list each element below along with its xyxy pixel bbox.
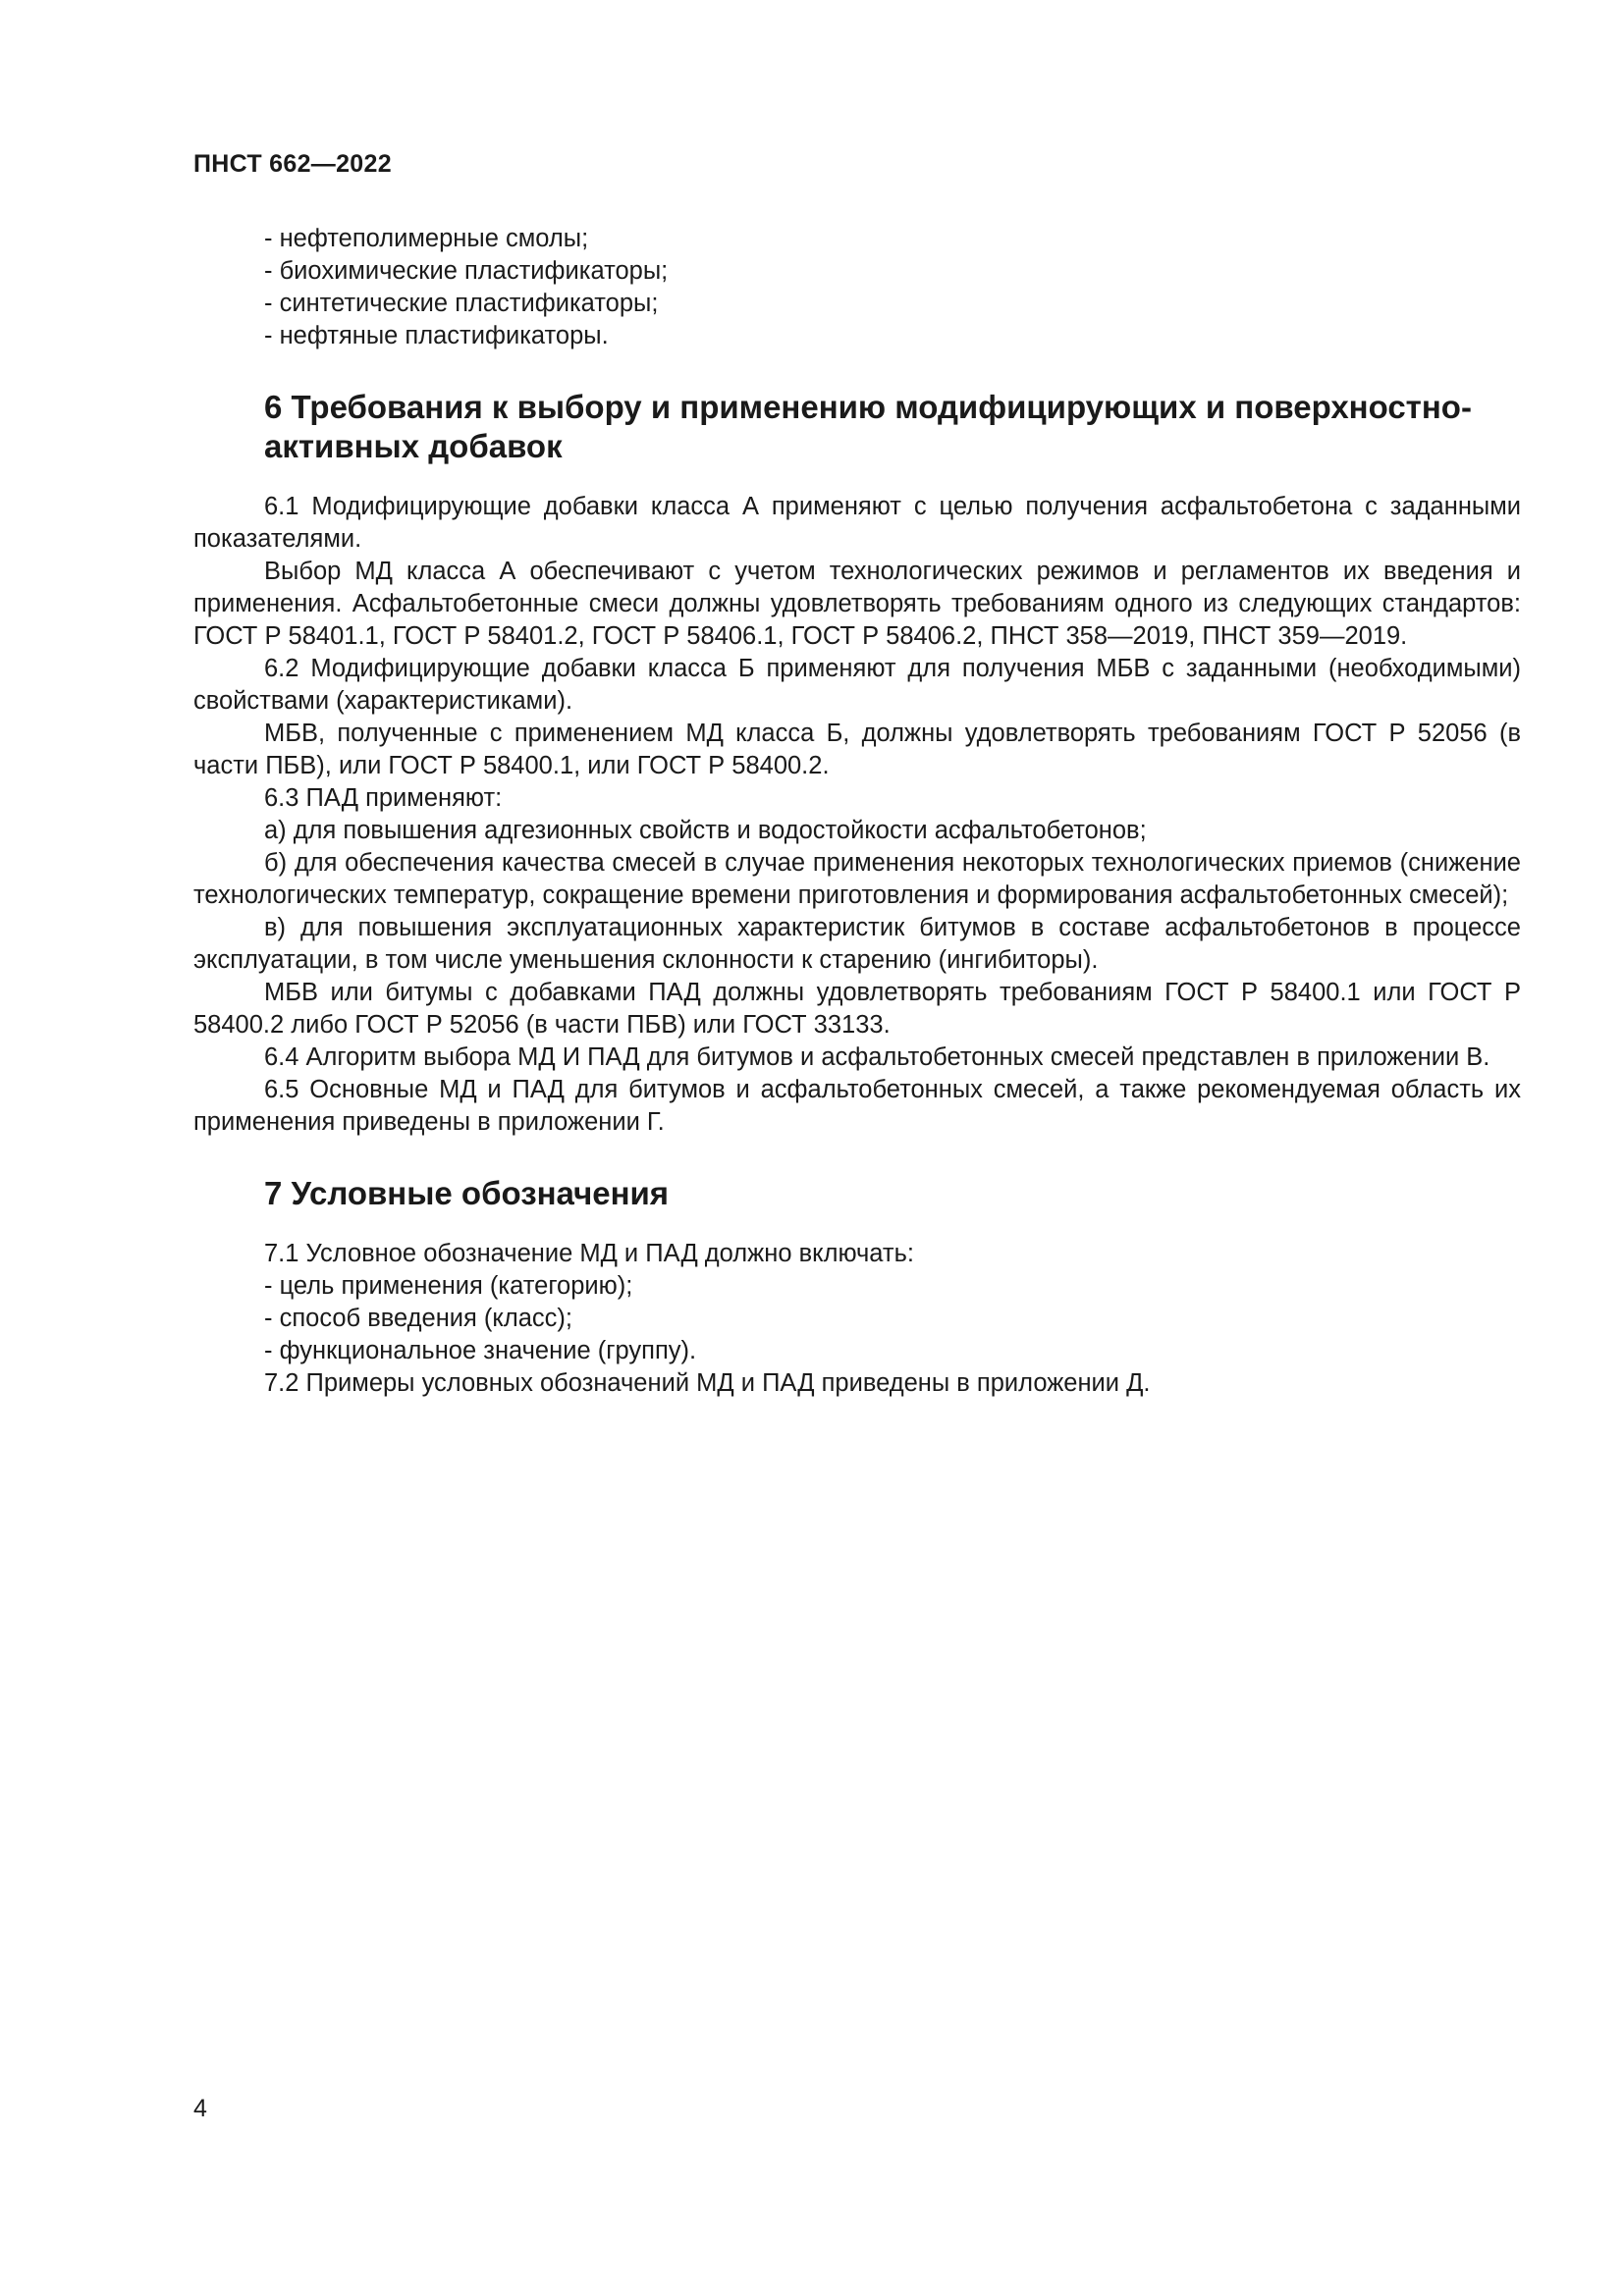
paragraph: 6.4 Алгоритм выбора МД И ПАД для битумов и асфальтобетонных смесей представлен в приложении В. (264, 1043, 1490, 1071)
list-item: - функциональное значение (группу). (264, 1337, 697, 1364)
list-item: - биохимические пластификаторы; (264, 257, 669, 285)
list-item: - цель применения (категорию); (264, 1272, 633, 1300)
page-content (193, 223, 1521, 1400)
top-bullet-list (193, 223, 1521, 352)
list-item: - нефтяные пластификаторы. (264, 322, 609, 349)
paragraph: МБВ или битумы с добавками ПАД должны удовлетворять требованиям ГОСТ Р 58400.1 или ГОСТ Р 58400.2 либо ГОСТ Р 52056 (в части ПБВ) или ГОСТ 33133. (193, 979, 1521, 1039)
paragraph: МБВ, полученные с применением МД класса Б, должны удовлетворять требованиям ГОСТ Р 52056 (в части ПБВ), или ГОСТ Р 58400.1, или ГОСТ Р 58400.2. (193, 720, 1521, 779)
paragraph: а) для повышения адгезионных свойств и водостойкости асфальтобетонов; (264, 817, 1147, 844)
paragraph: б) для обеспечения качества смесей в случае применения некоторых технологических приемов (снижение технологических температур, сокращение времени приготовления и формирования асфальтобетонных смесей); (193, 849, 1521, 909)
paragraph: 7.2 Примеры условных обозначений МД и ПАД приведены в приложении Д. (264, 1369, 1151, 1397)
paragraph: 6.3 ПАД применяют: (264, 784, 503, 812)
paragraph: Выбор МД класса А обеспечивают с учетом технологических режимов и регламентов их введения и применения. Асфальтобетонные смеси должны удовлетворять требованиям одного из следующих стандартов: ГОСТ Р 58401.1, ГОСТ Р 58401.2, ГОСТ Р 58406.1, ГОСТ Р 58406.2, ПНСТ 358—2019, ПНСТ 359—2019. (193, 558, 1521, 650)
document-id-header: ПНСТ 662—2022 (193, 150, 392, 178)
section-6-title: 6 Требования к выбору и применению модифицирующих и поверхностно-активных добавок (264, 389, 1472, 464)
list-item: - нефтеполимерные смолы; (264, 225, 589, 252)
section-7-title: 7 Условные обозначения (264, 1175, 670, 1211)
list-item: - синтетические пластификаторы; (264, 290, 659, 317)
paragraph: в) для повышения эксплуатационных характеристик битумов в составе асфальтобетонов в процессе эксплуатации, в том числе уменьшения склонности к старению (ингибиторы). (193, 914, 1521, 974)
page-number: 4 (193, 2095, 207, 2122)
section-7-body (193, 1238, 1521, 1400)
section-6-body (193, 491, 1521, 1139)
paragraph: 6.2 Модифицирующие добавки класса Б применяют для получения МБВ с заданными (необходимыми) свойствами (характеристиками). (193, 655, 1521, 715)
list-item: - способ введения (класс); (264, 1305, 573, 1332)
paragraph: 6.1 Модифицирующие добавки класса А применяют с целью получения асфальтобетона с заданными показателями. (193, 493, 1521, 553)
paragraph: 6.5 Основные МД и ПАД для битумов и асфальтобетонных смесей, а также рекомендуемая область их применения приведены в приложении Г. (193, 1076, 1521, 1136)
paragraph: 7.1 Условное обозначение МД и ПАД должно включать: (264, 1240, 914, 1267)
